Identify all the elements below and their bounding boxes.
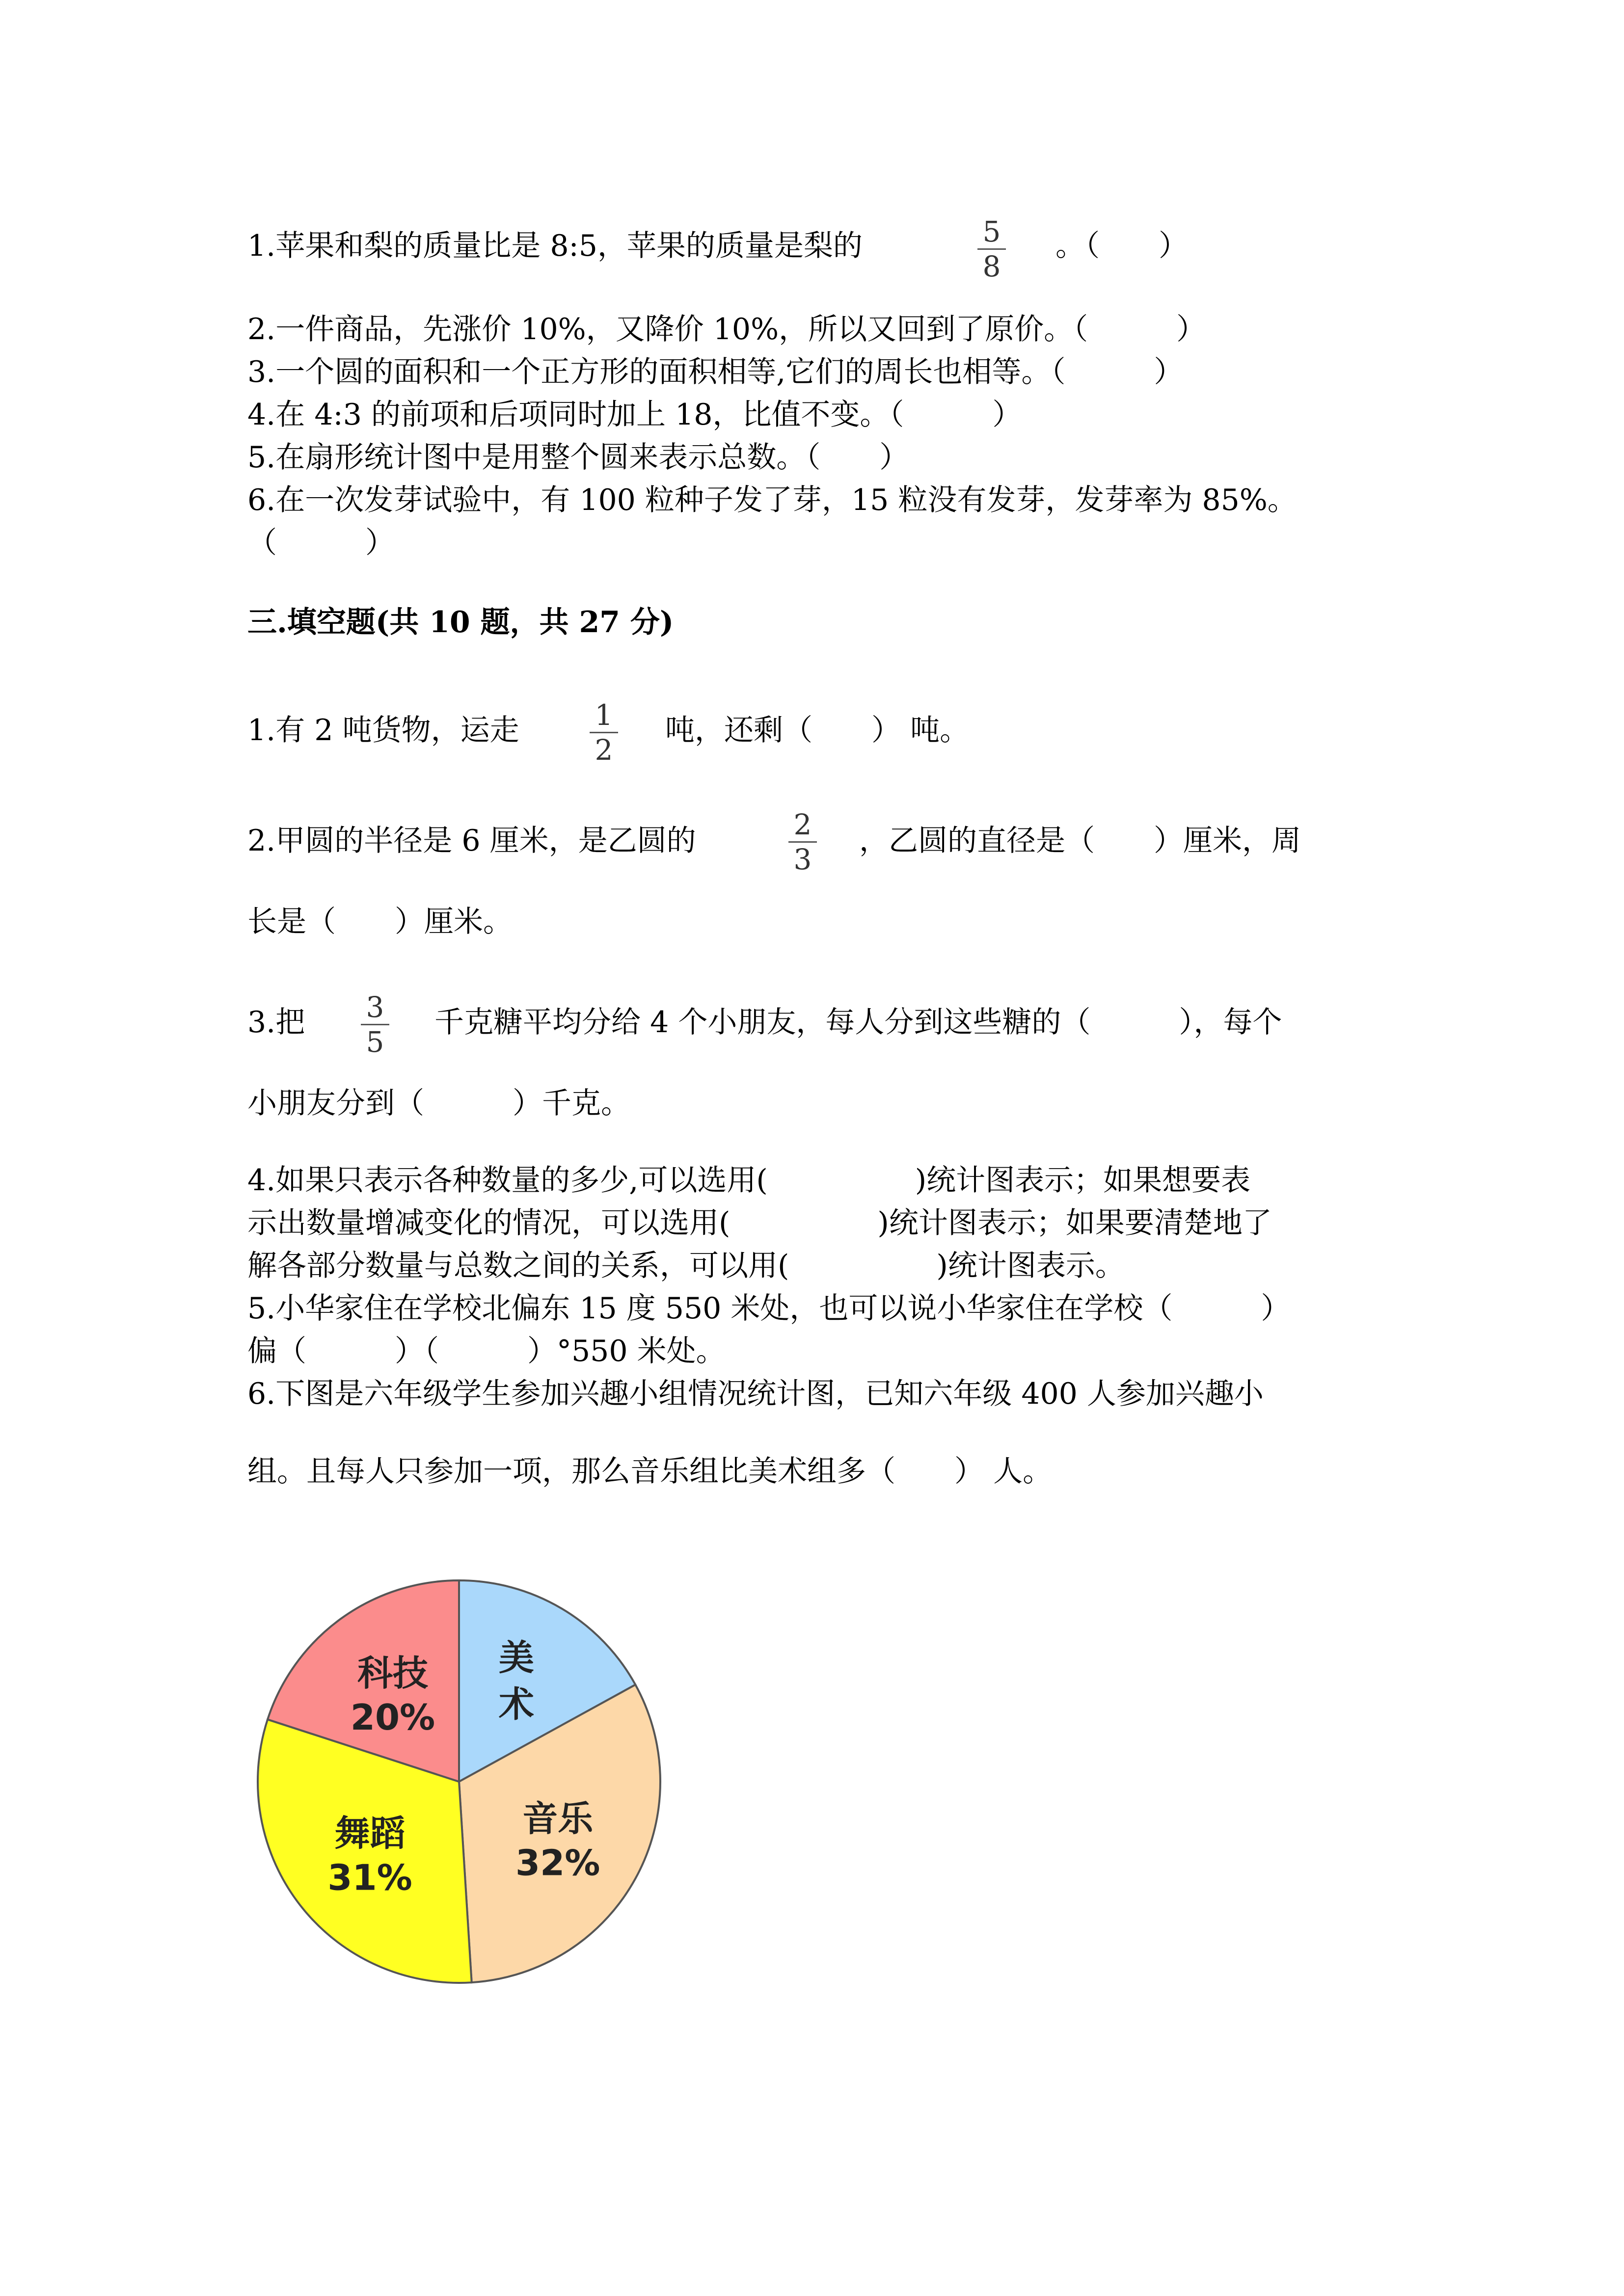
fill-q2-continued: 长是（ ）厘米。 (247, 905, 513, 939)
judge-q4: 4.在 4:3 的前项和后项同时加上 18，比值不变。（ ） (247, 398, 1022, 432)
fill-q2-rest: ，乙圆的直径是（ ）厘米，周 (859, 824, 1301, 858)
pie-label-name: 音乐 (522, 1798, 594, 1840)
judge-q1-text: 1.苹果和梨的质量比是 8:5，苹果的质量是梨的 (247, 229, 863, 263)
fill-q3-fraction (358, 991, 392, 1058)
fill-q5-line1: 5.小华家住在学校北偏东 15 度 550 米处，也可以说小华家住在学校（ ） (247, 1291, 1291, 1326)
fill-q6-line2: 组。且每人只参加一项，那么音乐组比美术组多（ ） 人。 (247, 1454, 1053, 1489)
judge-q1-answer-blank: 。（ ） (1056, 229, 1188, 263)
fill-q4-line2: 示出数量增减变化的情况，可以选用( )统计图表示；如果要清楚地了 (247, 1206, 1272, 1240)
fraction-numerator: 5 (982, 215, 1001, 248)
fill-q3-rest: 千克糖平均分给 4 个小朋友，每人分到这些糖的（ ），每个 (434, 1005, 1282, 1040)
fraction-denominator: 8 (982, 250, 1001, 283)
fill-q1-text: 1.有 2 吨货物，运走 (247, 713, 519, 748)
judge-q6-text: 6.在一次发芽试验中，有 100 粒种子发了芽，15 粒没有发芽，发芽率为 85%。 (247, 483, 1297, 517)
fill-q1-fraction (587, 699, 621, 766)
fraction-denominator: 2 (595, 733, 613, 767)
pie-label-percent: 20% (350, 1697, 435, 1738)
fill-q4-line1: 4.如果只表示各种数量的多少,可以选用( )统计图表示；如果想要表 (247, 1163, 1251, 1198)
fill-q5-line2: 偏（ ）（ ）°550 米处。 (247, 1334, 726, 1368)
fill-q1-rest: 吨，还剩（ ） 吨。 (665, 713, 970, 748)
fraction-numerator: 3 (366, 990, 384, 1024)
fill-q3-text: 3.把 (247, 1005, 305, 1040)
fraction-denominator: 3 (793, 843, 812, 876)
fraction-numerator: 1 (595, 698, 613, 732)
fraction-numerator: 2 (793, 808, 812, 841)
fill-q2-text: 2.甲圆的半径是 6 厘米，是乙圆的 (247, 824, 696, 858)
fill-q6-line1: 6.下图是六年级学生参加兴趣小组情况统计图，已知六年级 400 人参加兴趣小 (247, 1377, 1264, 1411)
pie-label-percent: 31% (327, 1857, 412, 1898)
pie-label-name: 科技 (357, 1653, 429, 1694)
judge-q1-fraction (974, 216, 1009, 282)
judge-q2: 2.一件商品，先涨价 10%，又降价 10%，所以又回到了原价。（ ） (247, 312, 1206, 347)
judge-q3: 3.一个圆的面积和一个正方形的面积相等,它们的周长也相等。（ ） (247, 355, 1184, 389)
judge-q6-answer-blank: （ ） (247, 526, 395, 560)
section-heading: 三.填空题(共 10 题，共 27 分) (247, 605, 674, 640)
pie-label-char: 美 (498, 1637, 534, 1679)
fill-q2-fraction (785, 809, 820, 875)
fill-q4-line3: 解各部分数量与总数之间的关系，可以用( )统计图表示。 (247, 1249, 1125, 1283)
fill-q3-continued: 小朋友分到（ ）千克。 (247, 1086, 630, 1121)
pie-label-name: 舞蹈 (334, 1813, 406, 1854)
judge-q5: 5.在扇形统计图中是用整个圆来表示总数。（ ） (247, 440, 909, 475)
pie-label-char: 术 (498, 1683, 534, 1725)
pie-label-percent: 32% (515, 1842, 600, 1884)
fraction-denominator: 5 (366, 1025, 384, 1059)
interest-group-pie-chart (248, 1571, 680, 2002)
